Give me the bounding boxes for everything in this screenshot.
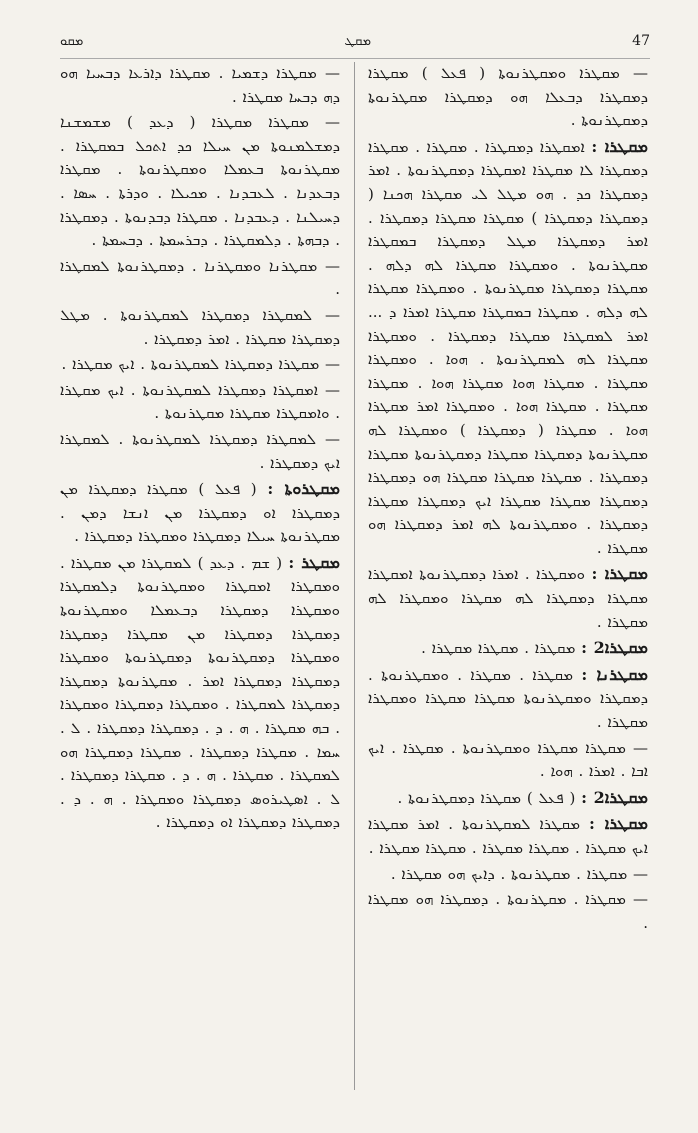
dictionary-entry [368,636,648,661]
entry-headword: ܡܩܛܪܘܬܐ : [267,479,340,499]
entry-headword: ܡܩܛܪ : [288,552,340,572]
dictionary-entry [60,477,340,549]
dictionary-entry [60,428,340,475]
dictionary-entry [368,663,648,735]
entry-text: — ܡܩܛܪܐ . ܡܩܛܪܢܘܬܐ . ܕܐܝܟ ܗܘ ܡܩܛܪܐ . [390,864,648,883]
header-section-word: ܡܩܛ [344,33,372,49]
dictionary-entry [60,111,340,253]
entry-headword: ܡܩܛܪܐ : [591,136,648,156]
entry-text: ܡܩܛܪܐ . ܡܩܛܪܐ ܡܩܛܪܐ . [421,639,576,658]
dictionary-entry [60,379,340,426]
entry-text: ܡܩܛܪܐ . ܡܩܛܪܐ . ܘܡܩܛܪܢܘܬܐ . ܕܡܩܛܪܐ ܘܡܩܛܪܢܘܬܐ ܡܩܛܪܐ ܡܩܛܪܐ ܘܡܩܛܪܐ ܡܩܛܪܐ . [368,665,648,732]
entry-headword: ܡܩܛܪܐ2 : [581,787,648,807]
entry-text: — ܡܩܛܪܐ ܕܫܡܝܐ . ܡܩܛܪܐ ܕܐܪܥܐ ܕܒܚܝܐ ܗܘ ܕܗ ܕܒܚܐ ܡܩܛܪܐ . [60,64,340,106]
dictionary-entry [368,562,648,634]
entry-text: — ܡܩܛܪܐ ܡܩܛܪܐ ( ܕܥܕ ) ܡܫܡܫܢܐ ܕܡܫܠܡܢܘܬܐ ܡܢ ܚܝܠܐ ܟܕ ܐܬܟܠ ܒܡܩܛܪܐ . ܡܩܛܪܢܘܬܐ ܒܥܡܠܐ ܘܡܩܛܪܢܘܬܐ . ܡܩܛܪܐ ܕܒܥܕܢܐ . ܠܥܒܕܢܐ . ܡܟܝܠܐ . ܘܕܪܬܐ . ܚܣܐ . ܕܚܝܠܢܐ . ܕܥܒܕܢܐ . ܡܩܛܪܐ ܕܒܕܢܘܬܐ . ܕܡܩܛܪܐ . ܕܒܗܬܐ . ܕܠܡܩܛܪܐ . ܕܒܪܚܡܬܐ . ܕܒܚܡܬܐ . [60,113,340,250]
entry-text: — ܡܩܛܪܐ ܘܡܩܛܪܢܘܬܐ ( ܦܥܠ ) ܡܩܛܪܐ ܕܡܩܛܪܐ ܕܒܥܠܐ ܗܘ ܕܡܩܛܪܐ ܡܩܛܪܢܘܬܐ ܕܡܩܛܪܢܘܬܐ . [368,64,648,130]
entry-text: — ܐܡܩܛܪܐ ܕܡܩܛܪܐ ܠܡܩܛܪܢܘܬܐ . ܐܝܟ ܡܩܛܪܐ . ܘܐܡܩܛܪܐ ܡܩܛܪܐ ܡܩܛܪܢܘܬܐ . [60,380,340,423]
dictionary-entry [60,255,340,302]
dictionary-entry [368,135,648,561]
right-column [368,62,648,937]
entry-text: ܐܡܩܛܪܐ ܕܡܩܛܪܐ . ܡܩܛܪܐ . ܡܩܛܪܐ ܕܡܩܛܪܐ ܠܐ ܡܩܛܪܐ ܐܡܩܛܪܐ ܕܡܩܛܪܢܘܬܐ . ܐܡܪ ܕܡܩܛܪܐ ܟܕ . ܗܘ ܡܛܠ ܠܝ ܡܩܛܪܐ ܗܟܢܐ ( ܕܡܩܛܪܐ ܕܡܩܛܪܐ ) ܡܩܛܪܐ ܡܩܛܪܐ ܕܡܩܛܪܐ . ܐܡܪ ܕܡܩܛܪܐ ܡܛܠ ܕܡܩܛܪܐ ܒܡܩܛܪܐ ܡܩܛܪܢܘܬܐ . ܘܡܩܛܪܐ ܡܩܛܪܐ ܠܗ ܕܠܗ . ܡܩܛܪܐ ܕܡܩܛܪܐ ܡܩܛܪܢܘܬܐ . ܘܡܩܛܪܐ ܡܩܛܪܐ ܠܗ ܕܠܗ . ܡܩܛܪܐ ܒܡܩܛܪܐ ܡܩܛܪܐ ܐܡܪܐ ܕ ... ܐܡܪ ܠܡܩܛܪܐ ܡܩܛܪܐ ܕܡܩܛܪܐ . ܘܡܩܛܪܐ ܡܩܛܪܐ ܠܗ ܠܡܩܛܪܢܘܬܐ . ܗܘܐ . ܘܡܩܛܪܐ ܡܩܛܪܐ . ܡܩܛܪܐ ܗܘܐ ܡܩܛܪܐ ܗܘܐ . ܡܩܛܪܐ ܡܩܛܪܐ . ܡܩܛܪܐ ܗܘܐ . ܘܡܩܛܪܐ ܐܡܪ ܡܩܛܪܐ ܗܘܐ . ܡܩܛܪܐ ( ܕܡܩܛܪܐ ) ܘܡܩܛܪܐ ܠܗ ܡܩܛܪܢܘܬܐ ܕܡܩܛܪܐ ܡܩܛܪܐ ܕܡܩܛܪܢܘܬܐ ܡܩܛܪܐ ܕܡܩܛܪܐ . ܡܩܛܪܐ ܡܩܛܪܐ ܡܩܛܪܐ ܗܘ ܕܡܩܛܪܐ ܕܡܩܛܪܐ ܡܩܛܪܐ ܡܩܛܪܐ ܐܝܟ ܕܡܩܛܪܐ ܡܩܛܪܐ ܕܡܩܛܪܐ . ܘܡܩܛܪܢܘܬܐ ܠܗ ܐܡܪ ܕܡܩܛܪܐ ܗܘ ܡܩܛܪܐ . [368,137,648,557]
dictionary-entry [368,62,648,133]
entry-text: ( ܫܡ . ܕܥܕ ) ܠܡܩܛܪܐ ܡܢ ܡܩܛܪܐ . ܘܡܩܛܪܐ ܐܡܩܛܪܐ ܘܡܩܛܪܢܘܬܐ ܕܠܡܩܛܪܐ ܘܡܩܛܪܐ ܕܡܩܛܪܐ ܕܒܥܡܠܐ ܘܡܩܛܪܢܘܬܐ ܕܡܩܛܪܐ ܕܡܩܛܪܐ ܡܢ ܡܩܛܪܐ ܕܡܩܛܪܐ ܘܡܩܛܪܐ ܕܡܩܛܪܢܘܬܐ ܕܡܩܛܪܢܘܬܐ ܘܡܩܛܪܐ ܕܡܩܛܪܐ ܕܡܩܛܪܐ ܐܡܪ . ܡܩܛܪܢܘܬܐ ܕܡܩܛܪܐ ܕܡܩܛܪܐ ܠܡܩܛܪܐ . ܘܡܩܛܪܐ ܕܡܩܛܪܐ ܘܡܩܛܪܐ . ܒܗ ܡܩܛܪܐ . ܗ . ܕ . ܕܡܩܛܪܐ ܕܡܩܛܪܐ . ܠ . ܚܡܐ . ܡܩܛܪܐ ܕܡܩܛܪܐ . ܡܩܛܪܐ ܕܡܩܛܪܐ ܗܘ ܠܡܩܛܪܐ . ܡܩܛܪܐ . ܗ . ܕ . ܡܩܛܪܐ ܕܡܩܛܪܐ . ܠ . ܐܣܛܝܪܘܣ ܕܡܩܛܪܐ ܘܡܩܛܪܐ . ܗ . ܕ . ܕܡܩܛܪܐ ܕܡܩܛܪܐ ܐܘ ܕܡܩܛܪܐ . [60,553,340,832]
dictionary-entry [368,786,648,811]
dictionary-entry [60,304,340,351]
entry-headword: ܡܩܛܪܐ : [591,564,648,584]
entry-text: — ܠܡܩܛܪܐ ܕܡܩܛܪܐ ܠܡܩܛܪܢܘܬܐ . ܠܡܩܛܪܐ ܐܝܟ ܕܡܩܛܪܐ . [60,429,340,472]
entry-text: ( ܦܥܠ ) ܡܩܛܪܐ ܕܡܩܛܪܐ ܡܢ ܕܡܩܛܪܐ ܐܘ ܕܡܩܛܪܐ ܡܢ ܐܢܫܐ ܕܡܢ . ܡܩܛܪܢܘܬܐ ܚܝܠܐ ܕܡܩܛܪܐ ܘܡܩܛܪܐ ܕܡܩܛܪܐ . [60,480,340,546]
dictionary-entry [60,353,340,377]
dictionary-entry [368,812,648,860]
dictionary-entry [60,62,340,109]
header-running-word: ܡܩܘ [60,33,84,49]
page-header [60,30,650,52]
entry-text: — ܡܩܛܪܐ ܕܡܩܛܪܐ ܠܡܩܛܪܢܘܬܐ . ܐܝܟ ܡܩܛܪܐ . [61,355,340,374]
left-column [60,62,340,837]
dictionary-entry [368,888,648,935]
dictionary-entry [60,551,340,835]
entry-text: ( ܦܥܠ ) ܡܩܛܪܐ ܕܡܩܛܪܢܘܬܐ . [397,788,576,807]
entry-text: — ܡܩܛܪܢܐ ܘܡܩܛܪܢܐ . ܕܡܩܛܪܢܘܬܐ ܠܡܩܛܪܐ . [60,256,340,299]
entry-text: ܘܡܩܛܪܐ . ܐܡܪܐ ܕܡܩܛܪܢܘܬܐ ܐܡܩܛܪܐ ܡܩܛܪܐ ܕܡܩܛܪܐ ܠܗ ܡܩܛܪܐ ܘܡܩܛܪܐ ܠܗ ܡܩܛܪܐ . [368,565,648,631]
entry-headword: ܡܩܛܪܐ2 : [581,638,648,658]
entry-headword: ܡܩܛܪܐ : [589,814,648,834]
dictionary-entry [368,863,648,887]
entry-headword: ܡܩܛܪܢܐ : [581,664,648,684]
entry-text: ܡܩܛܪܐ ܠܡܩܛܪܢܘܬܐ . ܐܡܪ ܡܩܛܪܐ ܐܝܟ ܡܩܛܪܐ . ܡܩܛܪܐ ܡܩܛܪܐ . ܡܩܛܪܐ ܡܩܛܪܐ . [368,815,648,857]
header-rule [60,58,650,59]
entry-text: — ܡܩܛܪܐ . ܡܩܛܪܢܘܬܐ . ܕܡܩܛܪܐ ܗܘ ܡܩܛܪܐ . [368,890,648,932]
page-number: 47 [632,33,650,49]
dictionary-entry [368,737,648,784]
column-divider [354,62,355,1090]
entry-text: — ܡܩܛܪܐ ܡܩܛܪܐ ܘܡܩܛܪܢܘܬܐ . ܡܩܛܪܐ . ܐܝܟ ܐܒܐ . ܐܡܪܐ . ܗܘܐ . [368,738,648,781]
entry-text: — ܠܡܩܛܪܐ ܕܡܩܛܪܐ ܠܡܩܛܪܢܘܬܐ . ܡܛܠ ܕܡܩܛܪܐ ܡܩܛܪܐ . ܐܡܪ ܕܡܩܛܪܐ . [60,305,340,348]
